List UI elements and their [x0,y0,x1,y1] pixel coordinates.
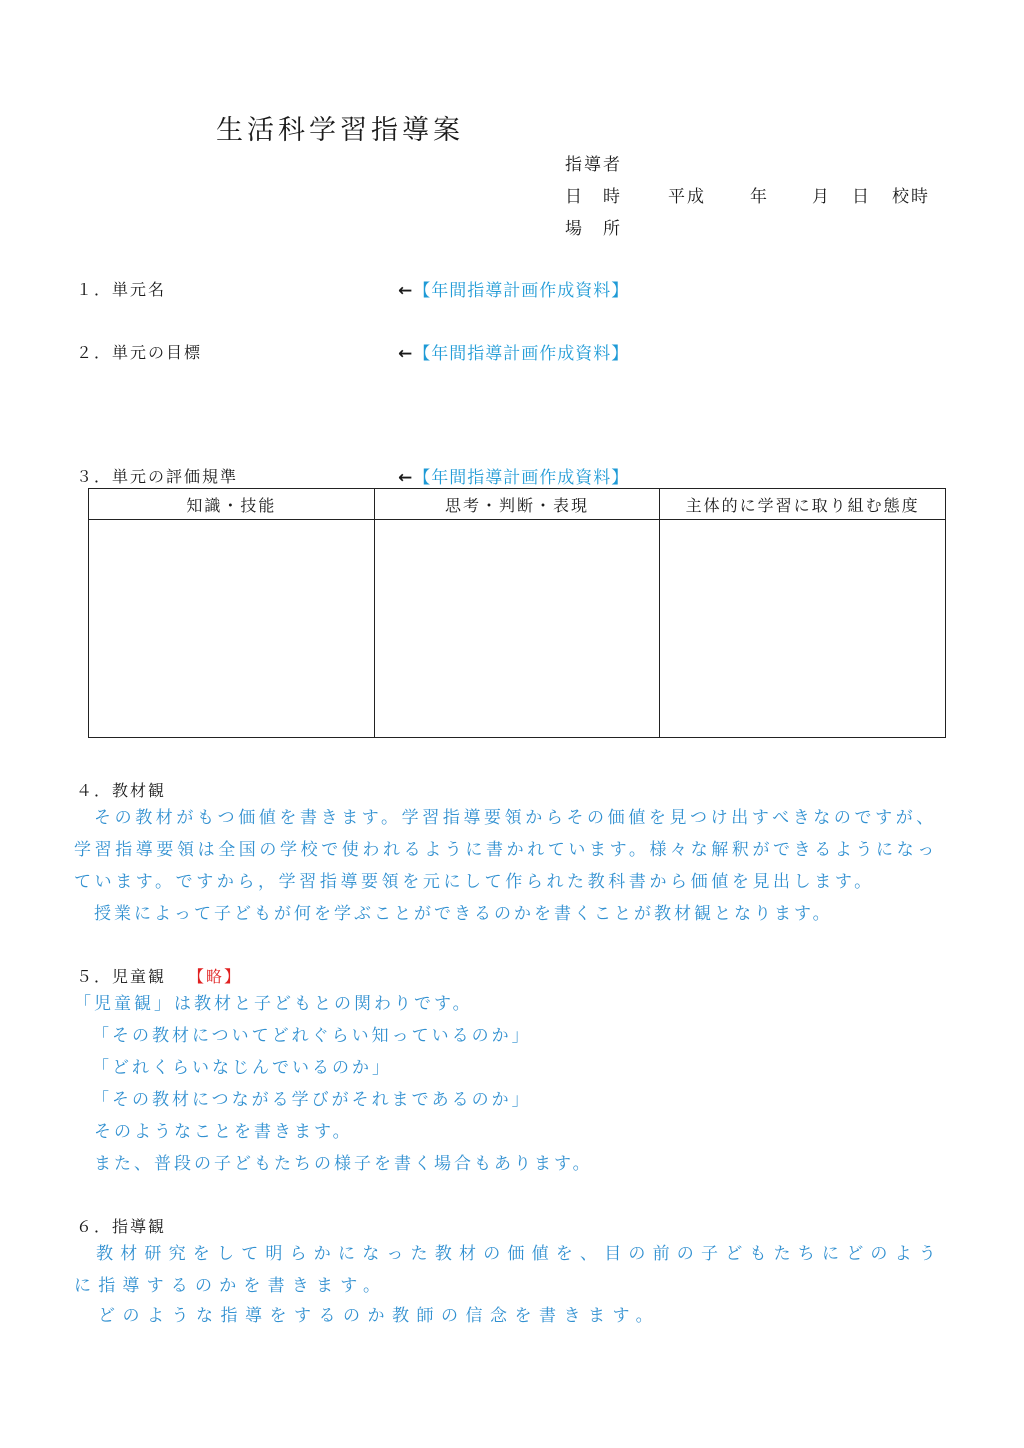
reference-source: 【年間指導計画作成資料】 [413,468,630,488]
place-label: 場 所 [565,219,622,239]
section-5-line-2: また、普段の子どもたちの様子を書く場合もあります。 [94,1154,593,1174]
reference-note-3 [398,463,629,488]
section-5-label: ５．児童観 [76,967,167,986]
left-arrow-icon: ← [398,468,414,488]
date-label: 日 時 [565,187,622,207]
page-title: 生活科学習指導案 [216,115,464,146]
section-5-question-1: 「その教材についてどれぐらい知っているのか」 [92,1026,532,1046]
day-label: 日 [852,187,871,207]
section-1-heading: １．単元名 [76,280,167,299]
left-arrow-icon: ← [398,281,414,301]
section-5-question-3: 「その教材につながる学びがそれまであるのか」 [92,1090,532,1110]
header-knowledge-skills: 知識・技能 [89,489,375,520]
table-cell [374,520,660,738]
section-6-paragraph-1: 教材研究をして明らかになった教材の価値を、目の前の子どもたちにどのように指導するのかを書きます。 [74,1244,943,1296]
section-3-heading: ３．単元の評価規準 [76,467,239,486]
reference-source: 【年間指導計画作成資料】 [413,344,630,364]
left-arrow-icon: ← [398,344,414,364]
reference-note-1 [398,276,629,301]
header-proactive-attitude: 主体的に学習に取り組む態度 [660,489,946,520]
omitted-note: 【略】 [188,967,243,986]
reference-source: 【年間指導計画作成資料】 [413,281,630,301]
year-label: 年 [750,187,769,207]
instructor-label: 指導者 [565,155,622,175]
section-6-paragraph-2: どのような指導をするのか教師の信念を書きます。 [98,1306,661,1326]
section-5-line-1: そのようなことを書きます。 [94,1122,353,1142]
table-cell [89,520,375,738]
section-5-intro: 「児童観」は教材と子どもとの関わりです。 [74,994,473,1014]
section-5-heading [76,964,242,987]
section-6-heading: ６．指導観 [76,1217,167,1236]
section-4-heading: ４．教材観 [76,781,167,800]
header-thinking-judgment-expression: 思考・判断・表現 [374,489,660,520]
section-2-heading: ２．単元の目標 [76,343,203,362]
era-label: 平成 [668,187,706,207]
section-4-paragraph-2: 授業によって子どもが何を学ぶことができるのかを書くことが教材観となります。 [94,904,833,924]
period-label: 校時 [892,187,930,207]
evaluation-criteria-table [88,488,946,738]
table-row [89,520,946,738]
month-label: 月 [812,187,831,207]
section-4-paragraph-1: その教材がもつ価値を書きます。学習指導要領からその価値を見つけ出すべきなのですが、学習指導要領は全国の学校で使われるように書かれています。様々な解釈ができるようになっています。ですから，学習指導要領を元にして作られた教科書から価値を見出します。 [74,808,938,892]
section-5-question-2: 「どれくらいなじんでいるのか」 [92,1058,392,1078]
reference-note-2 [398,339,629,364]
table-header-row [89,489,946,520]
table-cell [660,520,946,738]
